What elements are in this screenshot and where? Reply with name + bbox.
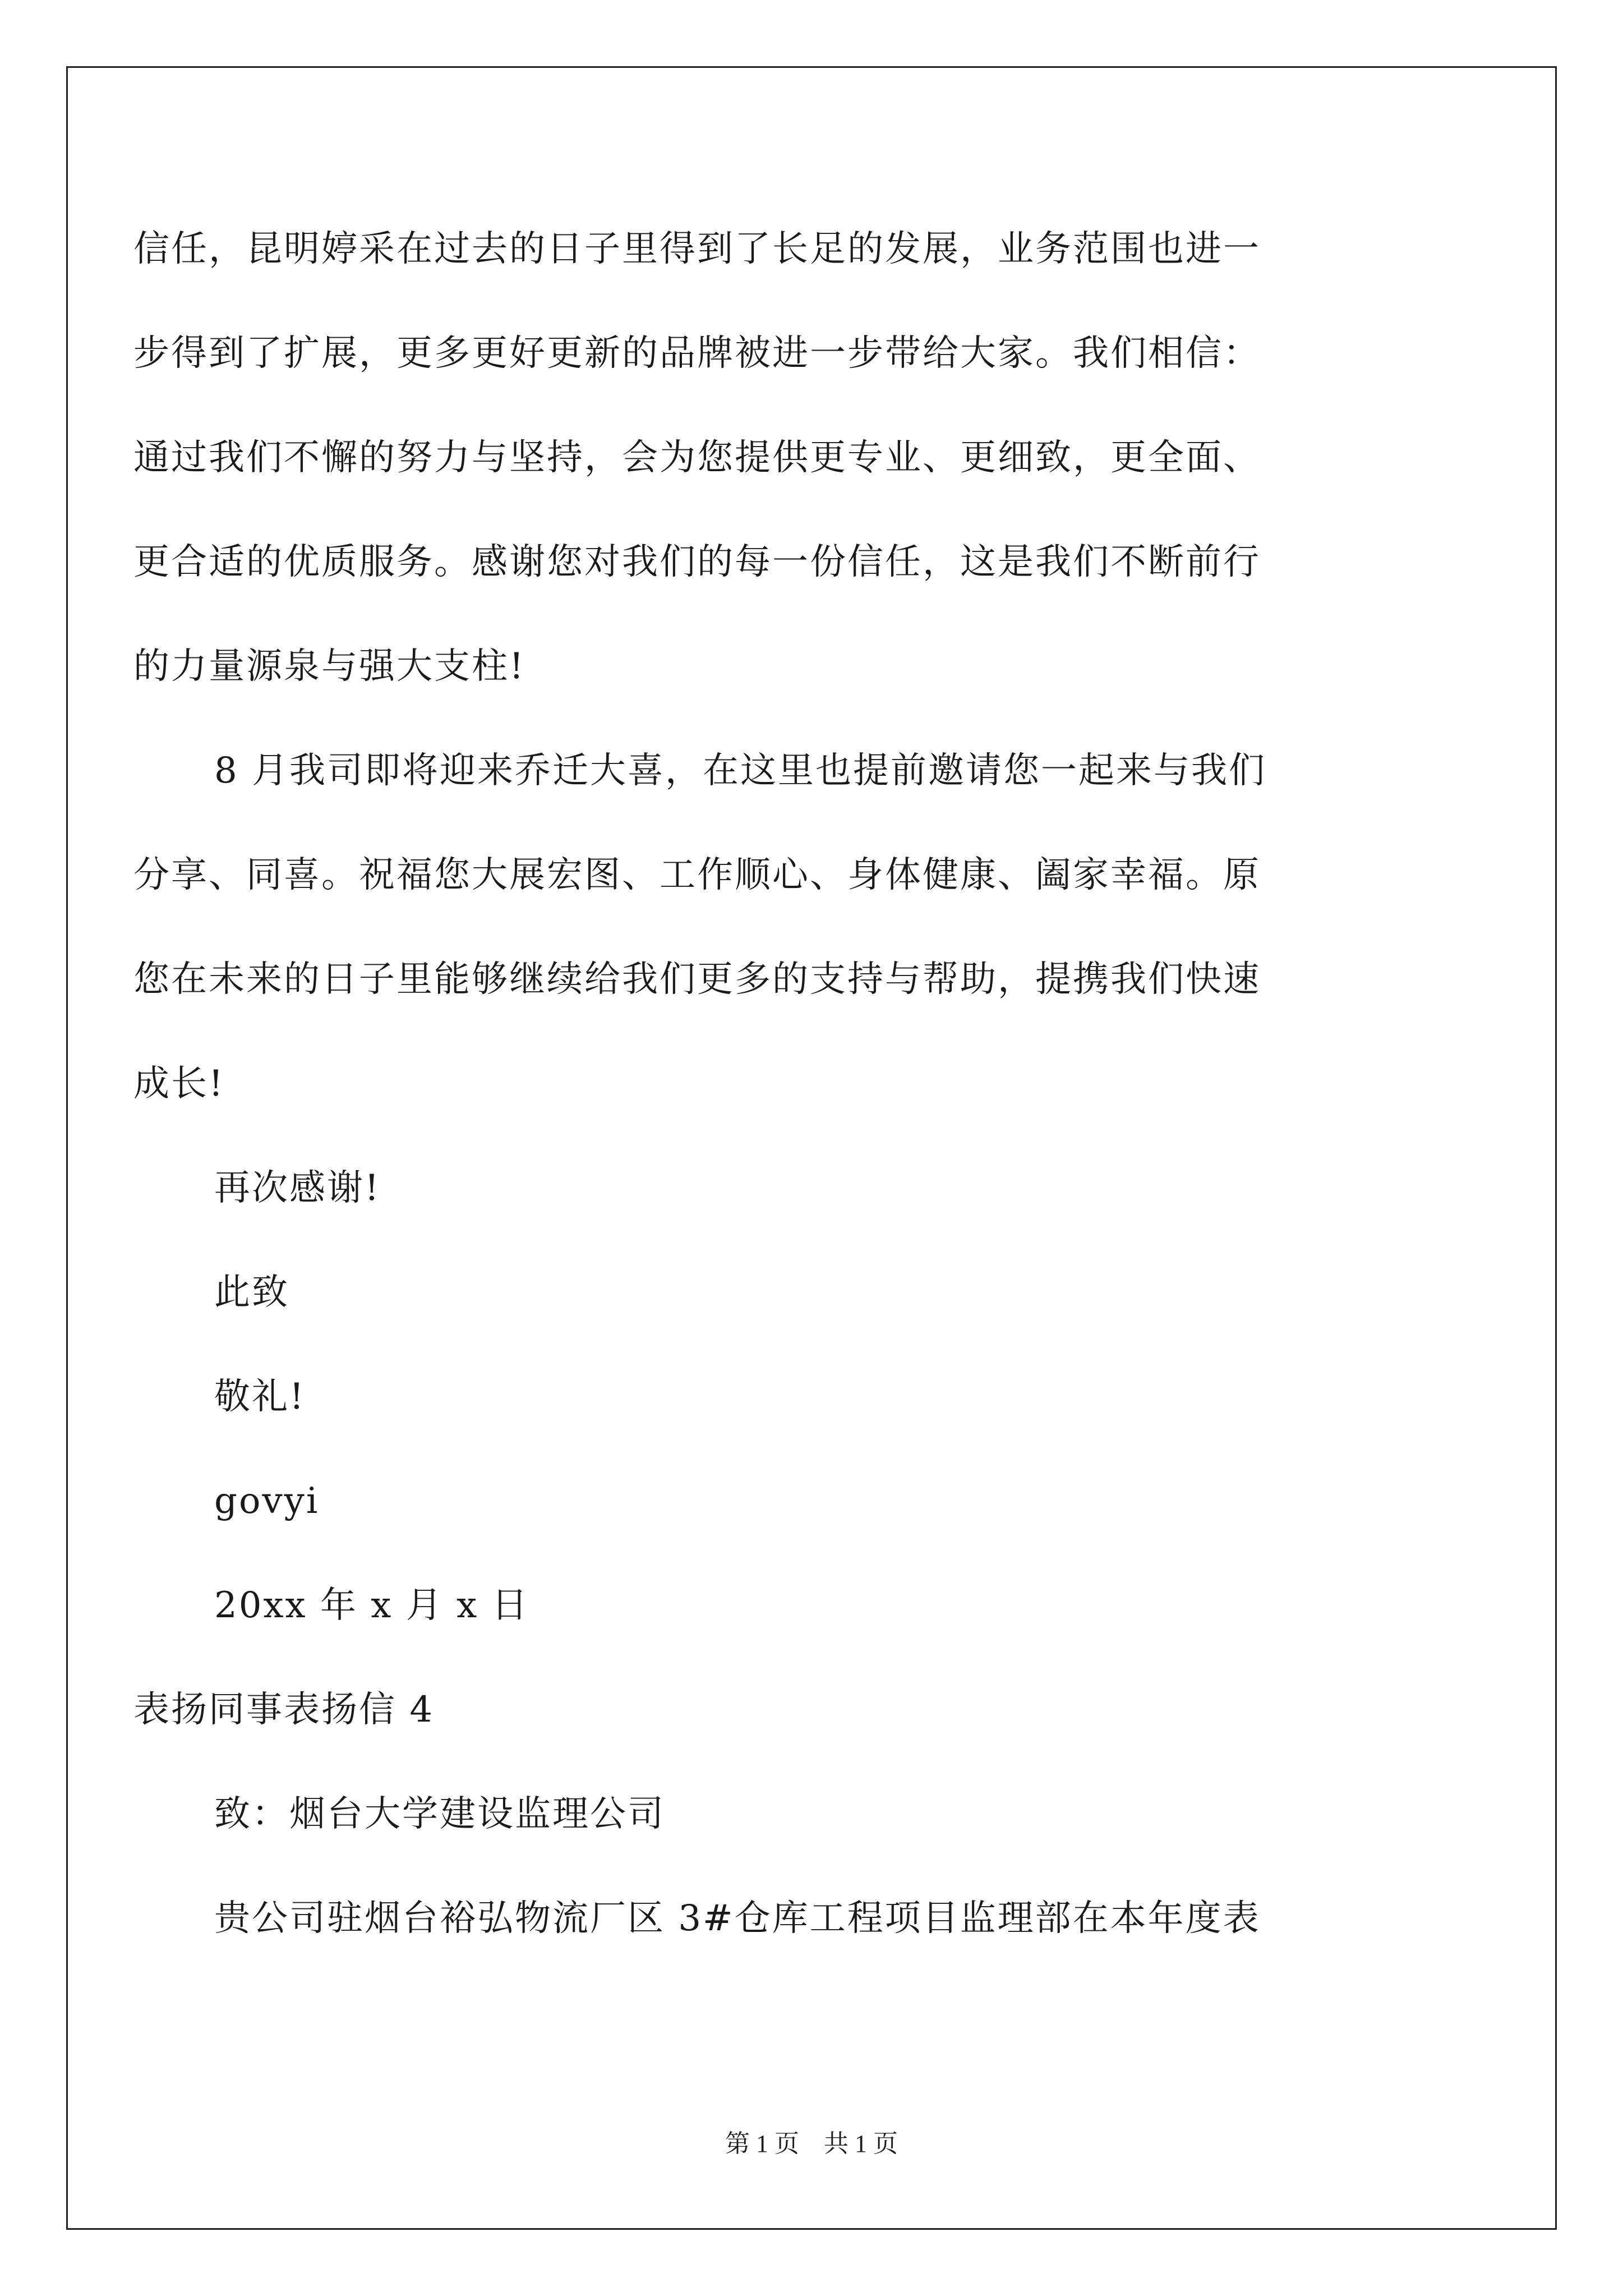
- salutation-line: 敬礼!: [214, 1376, 306, 1418]
- paragraph-line: 的力量源泉与强大支柱!: [133, 646, 525, 687]
- paragraph-line: 您在未来的日子里能够继续给我们更多的支持与帮助，提携我们快速: [133, 959, 1261, 1000]
- paragraph-line: 8 月我司即将迎来乔迁大喜，在这里也提前邀请您一起来与我们: [214, 750, 1267, 792]
- thanks-line: 再次感谢!: [214, 1167, 381, 1209]
- date-line: 20xx 年 x 月 x 日: [214, 1585, 529, 1626]
- section-title: 表扬同事表扬信 4: [133, 1689, 435, 1731]
- paragraph-line: 贵公司驻烟台裕弘物流厂区 3#仓库工程项目监理部在本年度表: [214, 1898, 1261, 1939]
- paragraph-line: 更合适的优质服务。感谢您对我们的每一份信任，这是我们不断前行: [133, 541, 1261, 583]
- paragraph-line: 通过我们不懈的努力与坚持，会为您提供更专业、更细致，更全面、: [133, 437, 1261, 478]
- page-number: 第 1 页 共 1 页: [725, 2130, 898, 2157]
- paragraph-line: 信任，昆明婷采在过去的日子里得到了长足的发展，业务范围也进一: [133, 228, 1261, 270]
- closing-line: 此致: [214, 1272, 289, 1313]
- paragraph-line: 分享、同喜。祝福您大展宏图、工作顺心、身体健康、阖家幸福。原: [133, 854, 1261, 896]
- paragraph-line: 成长!: [133, 1063, 225, 1105]
- paragraph-line: 步得到了扩展，更多更好更新的品牌被进一步带给大家。我们相信：: [133, 333, 1261, 374]
- signature-line: govyi: [214, 1480, 320, 1522]
- recipient-line: 致：烟台大学建设监理公司: [214, 1793, 665, 1835]
